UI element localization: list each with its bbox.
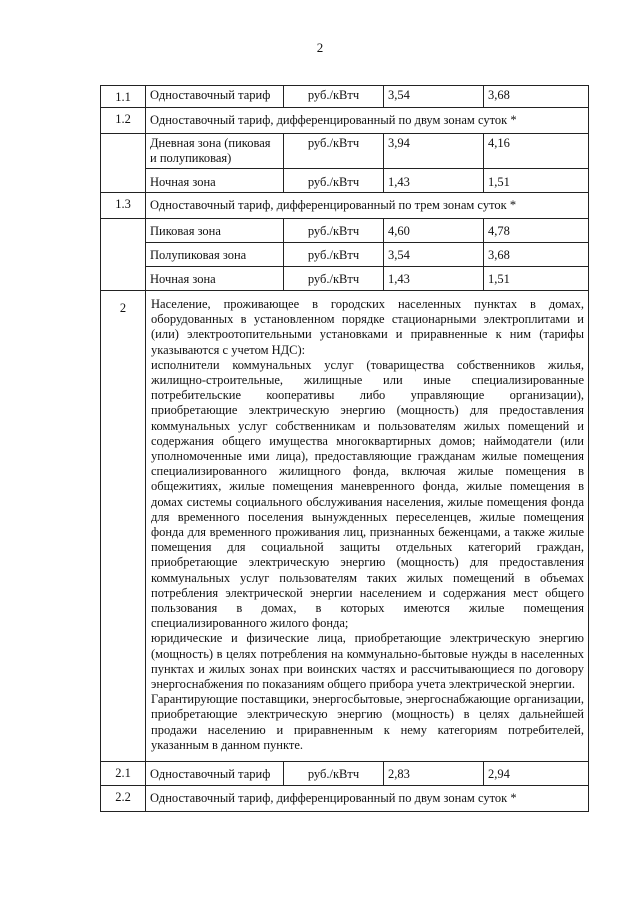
row-number: 2.1 <box>101 762 146 786</box>
table-row-1-3 <box>101 193 589 219</box>
table-row-1-1 <box>101 86 589 108</box>
unit-cell: руб./кВтч <box>284 267 384 291</box>
unit-cell: руб./кВтч <box>284 134 384 169</box>
value-cell-2: 4,78 <box>484 219 589 243</box>
category-description <box>146 291 589 762</box>
section-title: Одноставочный тариф, дифференцированный по трем зонам суток * <box>146 193 589 219</box>
tariff-name: Пиковая зона <box>146 219 284 243</box>
row-number: 2.2 <box>101 786 146 812</box>
row-number-empty <box>101 243 146 267</box>
value-cell-1: 1,43 <box>384 169 484 193</box>
unit-cell: руб./кВтч <box>284 219 384 243</box>
section-title: Одноставочный тариф, дифференцированный по двум зонам суток * <box>146 108 589 134</box>
tariff-name: Дневная зона (пиковая и полупиковая) <box>146 134 284 169</box>
value-cell-1: 2,83 <box>384 762 484 786</box>
table-row-1-2-day <box>101 134 589 169</box>
description-paragraph-2: исполнители коммунальных услуг (товарищества собственников жилья, жилищно-строительные, жилищные или иные специализированные потребительские кооперативы либо управляющие организации), приобретающие электрическую энергию (мощность) для предоставления коммунальных услуг собственникам и пользователям жилых помещений и содержания общего имущества многоквартирных домов; наймодатели (или уполномоченные ими лица), предоставляющие гражданам жилые помещения специализированного жилищного фонда, включая жилые помещения в общежитиях, жилые помещения маневренного фонда, жилые помещения в домах системы социального обслуживания населения, жилые помещения фонда для временного поселения вынужденных переселенцев, жилые помещения фонда для временного проживания лиц, признанных беженцами, а также жилые помещения для социальной защиты отдельных категорий граждан, приобретающие электрическую энергию (мощность) для предоставления коммунальных услуг пользователям таких жилых помещений в объемах потребления электрической энергии населением и содержания мест общего пользования в домах, в которых имеются жилые помещения специализированного жилого фонда; <box>151 357 584 631</box>
tariff-name: Одноставочный тариф <box>146 86 284 108</box>
table-row-2 <box>101 291 589 762</box>
value-cell-1: 1,43 <box>384 267 484 291</box>
value-cell-1: 3,54 <box>384 243 484 267</box>
unit-cell: руб./кВтч <box>284 762 384 786</box>
table-row-1-2 <box>101 108 589 134</box>
row-number-empty <box>101 219 146 243</box>
value-cell-1: 3,54 <box>384 86 484 108</box>
unit-cell: руб./кВтч <box>284 169 384 193</box>
table-row-2-1 <box>101 762 589 786</box>
table-row-1-2-night <box>101 169 589 193</box>
value-cell-2: 4,16 <box>484 134 589 169</box>
description-paragraph-3: юридические и физические лица, приобретающие электрическую энергию (мощность) в целях потребления на коммунально-бытовые нужды в населенных пунктах и жилых зонах при воинских частях и рассчитывающиеся по договору энергоснабжения по показаниям общего прибора учета электрической энергии. <box>151 631 584 692</box>
row-number-empty <box>101 169 146 193</box>
tariff-table <box>100 85 589 812</box>
table-row-2-2 <box>101 786 589 812</box>
row-number-empty <box>101 267 146 291</box>
row-number-empty <box>101 134 146 169</box>
description-paragraph-4: Гарантирующие поставщики, энергосбытовые, энергоснабжающие организации, приобретающие электрическую энергию (мощность) в целях дальнейшей продажи населению и приравненным к нему категориям потребителей, указанным в данном пункте. <box>151 692 584 752</box>
row-number: 2 <box>101 291 146 762</box>
value-cell-2: 3,68 <box>484 243 589 267</box>
tariff-name: Ночная зона <box>146 267 284 291</box>
unit-cell: руб./кВтч <box>284 243 384 267</box>
value-cell-2: 1,51 <box>484 267 589 291</box>
tariff-name: Полупиковая зона <box>146 243 284 267</box>
table-row-1-3-night <box>101 267 589 291</box>
page-number: 2 <box>316 40 324 55</box>
row-number: 1.3 <box>101 193 146 219</box>
value-cell-1: 4,60 <box>384 219 484 243</box>
value-cell-2: 3,68 <box>484 86 589 108</box>
tariff-name: Одноставочный тариф <box>146 762 284 786</box>
value-cell-2: 2,94 <box>484 762 589 786</box>
row-number: 1.2 <box>101 108 146 134</box>
value-cell-1: 3,94 <box>384 134 484 169</box>
description-paragraph-1: Население, проживающее в городских населенных пунктах в домах, оборудованных в установленном порядке стационарными электроплитами и (или) электроотопительными установками и приравненные к ним (тарифы указываются с учетом НДС): <box>151 297 584 357</box>
section-title: Одноставочный тариф, дифференцированный по двум зонам суток * <box>146 786 589 812</box>
unit-cell: руб./кВтч <box>284 86 384 108</box>
table-row-1-3-halfpeak <box>101 243 589 267</box>
value-cell-2: 1,51 <box>484 169 589 193</box>
row-number: 1.1 <box>101 86 146 108</box>
tariff-name: Ночная зона <box>146 169 284 193</box>
table-row-1-3-peak <box>101 219 589 243</box>
